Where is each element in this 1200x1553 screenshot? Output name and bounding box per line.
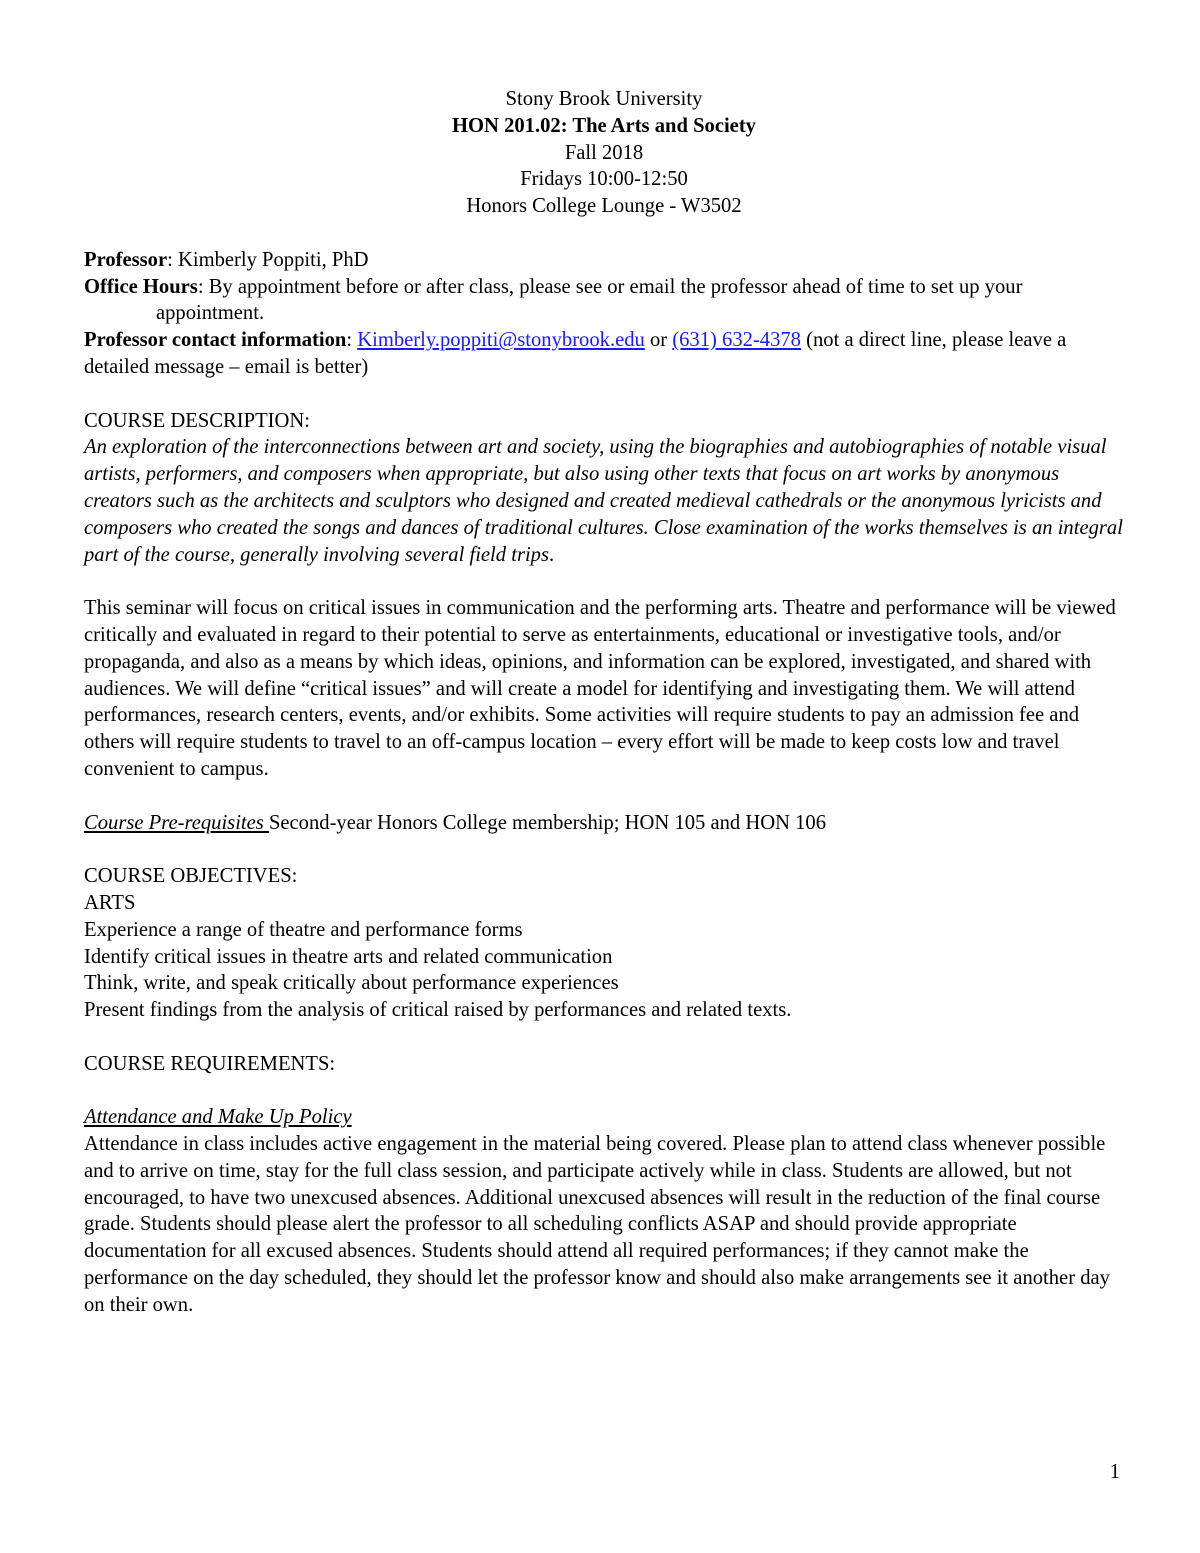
contact-note: (not a direct line, please leave a detailed message – email is better) (84, 329, 1067, 378)
attendance-policy-text: Attendance in class includes active engagement in the material being covered. Please plan to attend class whenever possible and to arrive on time, stay for the full class session, and participate actively while in class. Students are allowed, but not encouraged, to have two unexcused absences. Additional unexcused absences will result in the reduction of the final course grade. Students should please alert the professor to all scheduling conflicts ASAP and should provide appropriate documentation for all excused absences. Students should attend all required performances; if they cannot make the performance on the day scheduled, they should let the professor know and should also make arrangements see it another day on their own. (84, 1133, 1110, 1316)
spacer (84, 568, 1124, 595)
course-title: HON 201.02: The Arts and Society (452, 114, 756, 137)
seminar-description: This seminar will focus on critical issues in communication and the performing arts. Theatre and performance will be viewed critically and evaluated in regard to their potential to serve as entertainments, educational or investigative tools, and/or propaganda, and also as a means by which ideas, opinions, and information can be explored, investigated, and shared with audiences. We will define “critical issues” and will create a model for identifying and investigating them. We will attend performances, research centers, events, and/or exhibits. Some activities will require students to pay an admission fee and others will require students to travel to an off-campus location – every effort will be made to keep costs low and travel convenient to campus. (84, 597, 1116, 780)
office-hours-line (84, 274, 1124, 328)
professor-phone-link[interactable]: (631) 632-4378 (672, 329, 801, 352)
course-description-heading: COURSE DESCRIPTION: (84, 409, 310, 432)
spacer (84, 836, 1124, 863)
spacer (84, 1024, 1124, 1051)
course-location: Honors College Lounge - W3502 (466, 195, 742, 218)
course-schedule: Fridays 10:00-12:50 (520, 168, 688, 191)
spacer (84, 220, 1124, 247)
professor-email-link[interactable]: Kimberly.poppiti@stonybrook.edu (357, 329, 645, 352)
requirements-heading: COURSE REQUIREMENTS: (84, 1052, 336, 1075)
professor-sep: : (167, 248, 178, 271)
objectives-subheading: ARTS (84, 891, 136, 914)
prerequisites-text: Second-year Honors College membership; HON 105 and HON 106 (268, 811, 827, 834)
office-hours-text: By appointment before or after class, please see or email the professor ahead of time to set up your appointment. (156, 275, 1023, 325)
spacer (84, 1077, 1124, 1104)
page-number: 1 (1109, 1461, 1120, 1483)
course-term: Fall 2018 (564, 141, 644, 164)
spacer (84, 783, 1124, 810)
objective-item: Think, write, and speak critically about performance experiences (84, 972, 619, 995)
prerequisites-line (84, 810, 1124, 837)
professor-label: Professor (84, 248, 168, 271)
syllabus-page (84, 86, 1124, 1319)
objective-item: Experience a range of theatre and performance forms (84, 918, 523, 941)
office-hours-label: Office Hours (84, 275, 198, 298)
catalog-description-text: An exploration of the interconnections between art and society, using the biographies and autobiographies of notable visual artists, performers, and composers when appropriate, but also using other texts that focus on art works by anonymous creators such as the architects and sculptors who designed and created medieval cathedrals or the anonymous lyricists and composers who created the songs and dances of traditional cultures. Close examination of the works themselves is an integral part of the course, generally involving several field trips (84, 436, 1123, 566)
contact-sep: : (346, 329, 358, 352)
prerequisites-label: Course Pre-requisites (84, 811, 269, 834)
attendance-policy-title: Attendance and Make Up Policy (84, 1106, 352, 1129)
catalog-description-end: . (549, 543, 555, 566)
office-hours-sep: : (197, 275, 209, 298)
course-catalog-description (84, 434, 1124, 568)
professor-name: Kimberly Poppiti, PhD (177, 248, 369, 271)
objective-item: Identify critical issues in theatre arts and related communication (84, 945, 613, 968)
university-name: Stony Brook University (505, 88, 703, 110)
objectives-heading: COURSE OBJECTIVES: (84, 865, 298, 888)
objective-item: Present findings from the analysis of critical raised by performances and related texts. (84, 999, 792, 1022)
contact-line (84, 327, 1124, 381)
contact-connector: or (644, 329, 673, 352)
spacer (84, 381, 1124, 408)
professor-line (84, 247, 1124, 274)
contact-label: Professor contact information (84, 329, 347, 352)
